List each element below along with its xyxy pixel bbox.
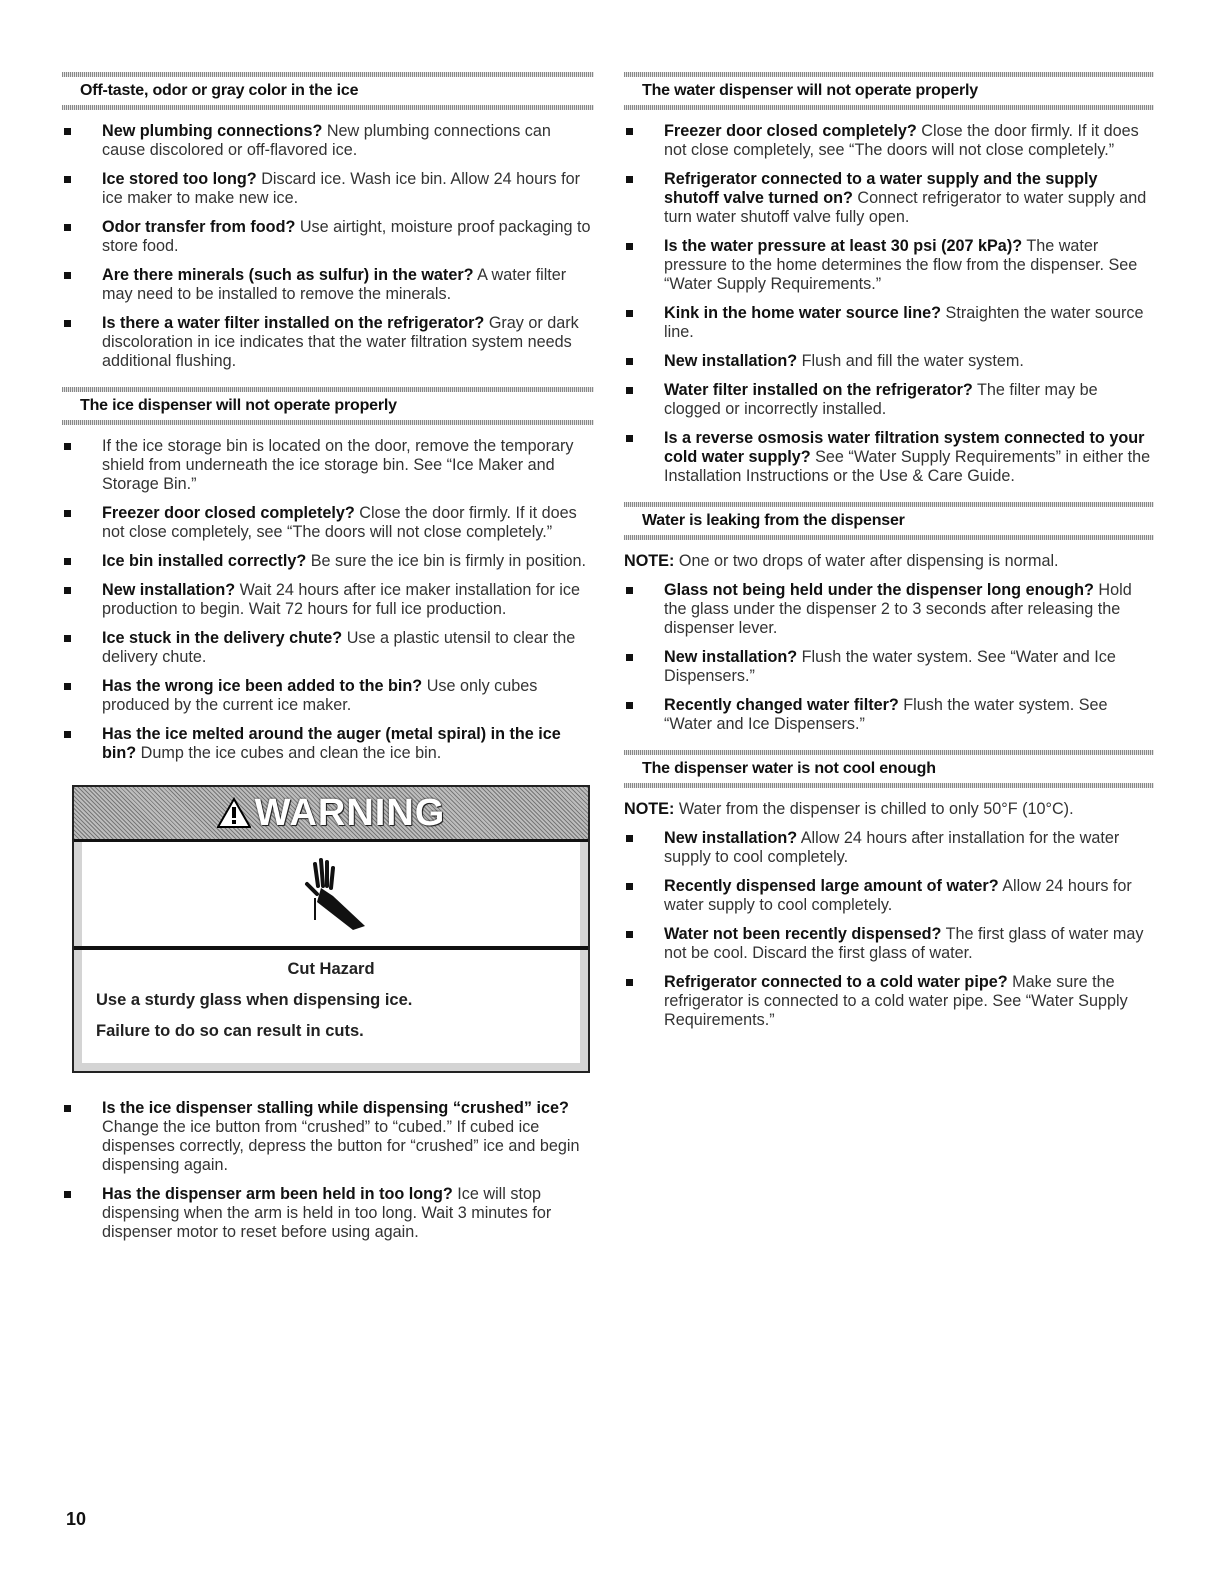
bullet-icon [64, 1191, 71, 1198]
cut-hand-icon [291, 854, 371, 934]
not-cool-list [624, 829, 1154, 1030]
list-item [62, 504, 594, 542]
item-answer: The water pressure to the home determines the flow from the dispenser. See “Water Supply Requirements.” [664, 237, 1138, 293]
item-question: Water filter installed on the refrigerator? [664, 381, 973, 399]
warning-line-1: Use a sturdy glass when dispensing ice. [96, 991, 413, 1009]
warning-box [72, 785, 590, 1073]
list-item [62, 1185, 594, 1242]
item-answer: The first glass of water may not be cool. Discard the first glass of water. [664, 925, 1144, 962]
list-item [624, 170, 1154, 227]
item-answer: Change the ice button from “crushed” to “cubed.” If cubed ice dispenses correctly, depress the button for “crushed” ice and begin dispensing again. [102, 1118, 580, 1174]
item-answer: New plumbing connections can cause discolored or off-flavored ice. [102, 122, 551, 159]
item-answer: The filter may be clogged or incorrectly installed. [664, 381, 1098, 418]
list-item [62, 218, 594, 256]
item-question: Has the dispenser arm been held in too long? [102, 1185, 453, 1203]
warning-triangle-icon [217, 797, 251, 829]
item-answer: Flush the water system. See “Water and Ice Dispensers.” [664, 648, 1116, 685]
bullet-icon [626, 243, 633, 250]
list-item [62, 1099, 594, 1175]
bullet-icon [64, 587, 71, 594]
ice-dispenser-list [62, 437, 594, 763]
bullet-icon [64, 683, 71, 690]
item-answer: Use a plastic utensil to clear the delivery chute. [102, 629, 576, 666]
item-question: Is there a water filter installed on the refrigerator? [102, 314, 485, 332]
bullet-icon [64, 558, 71, 565]
item-question: Ice stored too long? [102, 170, 257, 188]
list-item [624, 925, 1154, 963]
bullet-icon [626, 176, 633, 183]
bullet-icon [64, 320, 71, 327]
page-number: 10 [66, 1509, 87, 1529]
item-answer: Dump the ice cubes and clean the ice bin. [140, 744, 442, 762]
bullet-icon [64, 443, 71, 450]
section-heading-offtaste: Off-taste, odor or gray color in the ice [62, 70, 594, 110]
leaking-list [624, 581, 1154, 734]
bullet-icon [626, 128, 633, 135]
bullet-icon [64, 224, 71, 231]
item-answer: Connect refrigerator to water supply and turn water shutoff valve fully open. [664, 189, 1147, 226]
item-answer: Flush the water system. See “Water and Ice Dispensers.” [664, 696, 1108, 733]
item-question: New installation? [664, 648, 798, 666]
item-question: Has the wrong ice been added to the bin? [102, 677, 423, 695]
list-item [62, 122, 594, 160]
item-answer: Flush and fill the water system. [801, 352, 1024, 370]
bullet-icon [626, 835, 633, 842]
item-question: Freezer door closed completely? [664, 122, 917, 140]
item-answer: Use airtight, moisture proof packaging to store food. [102, 218, 591, 255]
list-item [624, 304, 1154, 342]
item-question: Are there minerals (such as sulfur) in the water? [102, 266, 474, 284]
item-question: Kink in the home water source line? [664, 304, 942, 322]
list-item [62, 677, 594, 715]
list-item [62, 629, 594, 667]
item-question: New plumbing connections? [102, 122, 323, 140]
bullet-icon [626, 979, 633, 986]
list-item [624, 352, 1154, 371]
section-heading-ice-dispenser: The ice dispenser will not operate properly [62, 385, 594, 425]
section-heading-water-dispenser: The water dispenser will not operate properly [624, 70, 1154, 110]
item-answer: See “Water Supply Requirements” in either the Installation Instructions or the Use & Care Guide. [664, 448, 1151, 485]
list-item [624, 973, 1154, 1030]
list-item [62, 725, 594, 763]
item-question: New installation? [102, 581, 236, 599]
bullet-icon [64, 731, 71, 738]
list-item [62, 266, 594, 304]
bullet-icon [626, 654, 633, 661]
list-item [62, 437, 594, 494]
list-item [624, 122, 1154, 160]
item-answer: Allow 24 hours for water supply to cool completely. [664, 877, 1132, 914]
right-column [624, 70, 1154, 1044]
list-item [62, 552, 594, 571]
item-answer: Allow 24 hours after installation for the water supply to cool completely. [664, 829, 1120, 866]
list-item [62, 581, 594, 619]
item-answer: Close the door firmly. If it does not close completely, see “The doors will not close completely.” [664, 122, 1139, 159]
item-answer: Discard ice. Wash ice bin. Allow 24 hours for ice maker to make new ice. [102, 170, 580, 207]
bullet-icon [64, 635, 71, 642]
item-question: Ice bin installed correctly? [102, 552, 307, 570]
bullet-icon [626, 883, 633, 890]
bullet-icon [626, 702, 633, 709]
bullet-icon [64, 1105, 71, 1112]
hazard-label: Cut Hazard [287, 960, 375, 978]
item-question: Water not been recently dispensed? [664, 925, 942, 943]
item-question: Recently dispensed large amount of water? [664, 877, 999, 895]
item-question: Is the ice dispenser stalling while dispensing “crushed” ice? [102, 1099, 569, 1117]
item-answer: Hold the glass under the dispenser 2 to 3 seconds after releasing the dispenser lever. [664, 581, 1132, 637]
warning-banner [74, 787, 588, 842]
list-item [624, 581, 1154, 638]
list-item [624, 237, 1154, 294]
item-question: Refrigerator connected to a cold water pipe? [664, 973, 1008, 991]
list-item [624, 648, 1154, 686]
list-item [624, 381, 1154, 419]
item-question: Glass not being held under the dispenser long enough? [664, 581, 1094, 599]
bullet-icon [64, 128, 71, 135]
item-question: Ice stuck in the delivery chute? [102, 629, 343, 647]
list-item [624, 429, 1154, 486]
left-column [62, 70, 594, 1256]
item-question: Refrigerator connected to a water supply and the supply shutoff valve turned on? [664, 170, 1098, 207]
leaking-note: NOTE: One or two drops of water after dispensing is normal. [624, 552, 1059, 570]
ice-dispenser-list-continued [62, 1099, 594, 1242]
cut-hazard-pictogram [74, 842, 588, 946]
bullet-icon [626, 587, 633, 594]
bullet-icon [626, 931, 633, 938]
offtaste-list [62, 122, 594, 371]
bullet-icon [626, 387, 633, 394]
item-answer: Be sure the ice bin is firmly in position. [310, 552, 587, 570]
bullet-icon [626, 358, 633, 365]
section-heading-not-cool: The dispenser water is not cool enough [624, 748, 1154, 788]
item-question: Recently changed water filter? [664, 696, 899, 714]
item-question: Is the water pressure at least 30 psi (207 kPa)? [664, 237, 1023, 255]
bullet-icon [64, 510, 71, 517]
warning-title: WARNING [254, 791, 446, 834]
water-dispenser-list [624, 122, 1154, 486]
item-answer: Make sure the refrigerator is connected to a cold water pipe. See “Water Supply Requirements.” [664, 973, 1128, 1029]
list-item [62, 314, 594, 371]
item-answer: Wait 24 hours after ice maker installation for ice production to begin. Wait 72 hours for full ice production. [102, 581, 581, 618]
item-answer: Close the door firmly. If it does not close completely, see “The doors will not close completely.” [102, 504, 577, 541]
item-question: Is a reverse osmosis water filtration system connected to your cold water supply? [664, 429, 1145, 466]
item-question: New installation? [664, 829, 798, 847]
item-answer: Gray or dark discoloration in ice indicates that the water filtration system needs additional flushing. [102, 314, 579, 370]
not-cool-note: NOTE: Water from the dispenser is chilled to only 50°F (10°C). [624, 800, 1074, 818]
item-answer: Use only cubes produced by the current ice maker. [102, 677, 538, 714]
list-item [624, 696, 1154, 734]
item-answer: Ice will stop dispensing when the arm is held in too long. Wait 3 minutes for dispenser motor to reset before using again. [102, 1185, 552, 1241]
bullet-icon [64, 176, 71, 183]
list-item [62, 170, 594, 208]
item-answer: Straighten the water source line. [664, 304, 1144, 341]
item-question: Has the ice melted around the auger (metal spiral) in the ice bin? [102, 725, 561, 762]
list-item [624, 877, 1154, 915]
item-answer: If the ice storage bin is located on the door, remove the temporary shield from underneath the ice storage bin. See “Ice Maker and Storage Bin.” [102, 437, 574, 493]
bullet-icon [626, 435, 633, 442]
item-question: Odor transfer from food? [102, 218, 296, 236]
bullet-icon [64, 272, 71, 279]
list-item [624, 829, 1154, 867]
section-heading-leaking: Water is leaking from the dispenser [624, 500, 1154, 540]
item-question: New installation? [664, 352, 798, 370]
warning-line-2: Failure to do so can result in cuts. [96, 1022, 364, 1040]
item-question: Freezer door closed completely? [102, 504, 355, 522]
item-answer: A water filter may need to be installed to remove the minerals. [102, 266, 567, 303]
bullet-icon [626, 310, 633, 317]
